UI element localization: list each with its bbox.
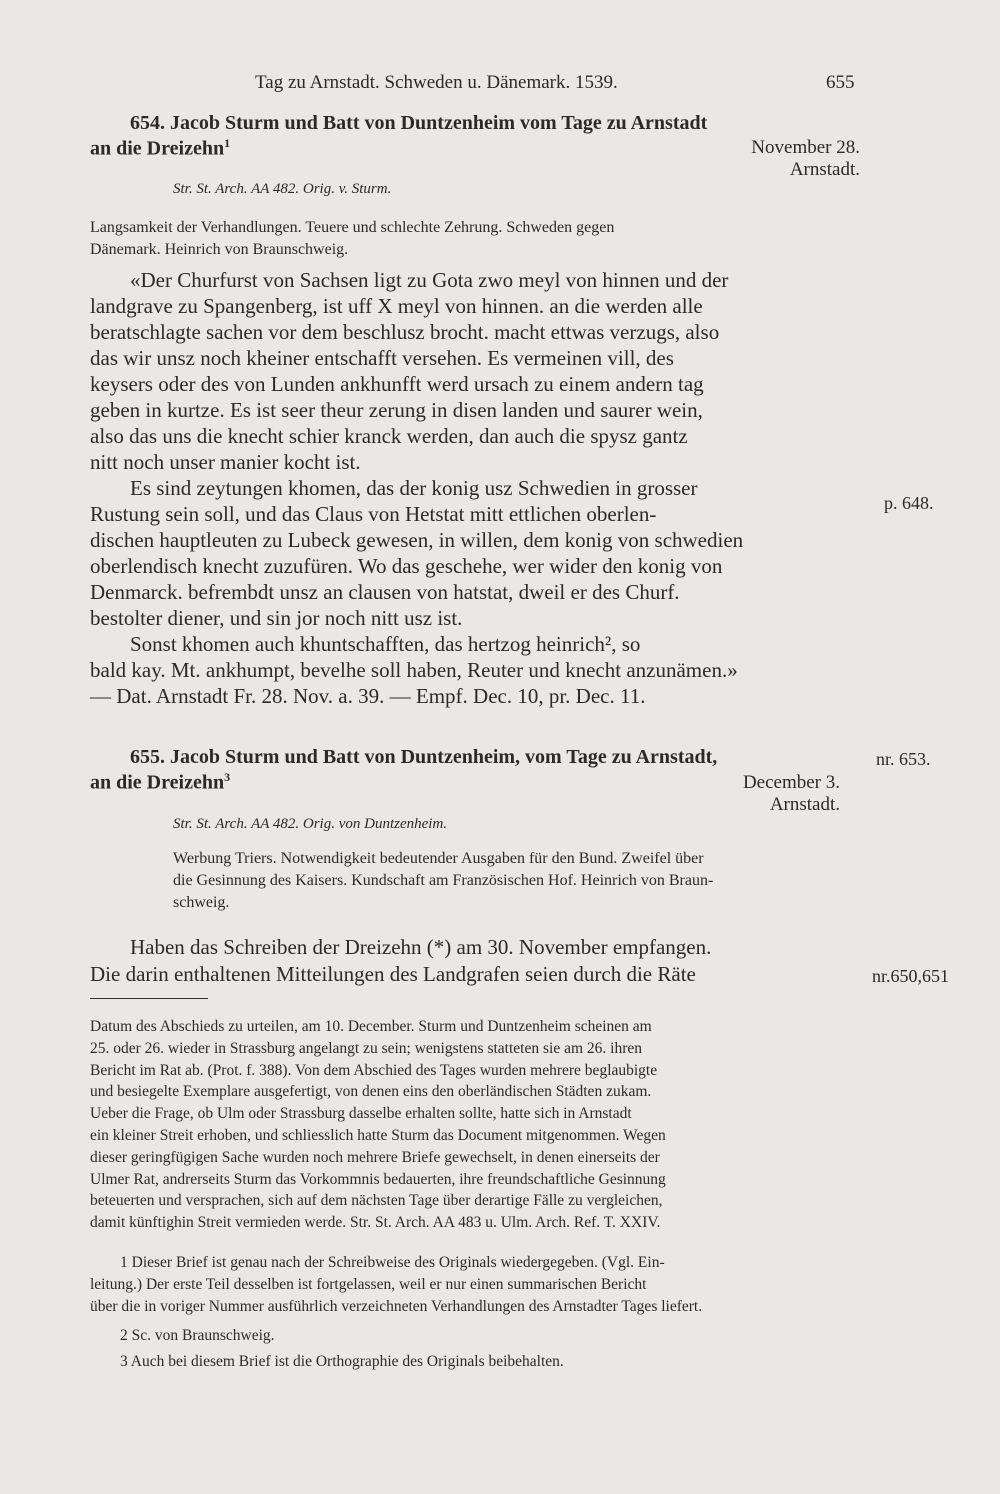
footnote-line: beteuerten und versprachen, sich auf dem nächsten Tage über derartige Fälle zu vergleichen,	[90, 1192, 663, 1210]
doc655-title-line2	[90, 770, 230, 795]
body-line: — Dat. Arnstadt Fr. 28. Nov. a. 39. — Empf. Dec. 10, pr. Dec. 11.	[90, 684, 646, 708]
doc655-title-line1: 655. Jacob Sturm und Batt von Duntzenheim, vom Tage zu Arnstadt,	[130, 746, 718, 768]
body-line: also das uns die knecht schier kranck werden, dan auch die spysz gantz	[90, 424, 688, 448]
doc654-place: Arnstadt.	[789, 159, 860, 180]
footnote-continued	[90, 1016, 666, 1234]
margin-note-p648: p. 648.	[884, 493, 934, 513]
body-line: Denmarck. befrembdt unsz an clausen von hatstat, dweil er des Churf.	[90, 580, 680, 604]
body-line: geben in kurtze. Es ist seer theur zerung in disen landen und saurer wein,	[90, 398, 703, 422]
body-line: Sonst khomen auch khuntschafften, das hertzog heinrich², so	[130, 632, 641, 656]
doc655-body-line2: Die darin enthaltenen Mitteilungen des Landgrafen seien durch die Räte	[90, 962, 696, 986]
body-line: keysers oder des von Lunden ankhunfft werd ursach zu einem andern tag	[90, 372, 704, 396]
footnote-line: dieser geringfügigen Sache wurden noch mehrere Briefe gewechselt, in denen einerseits der	[90, 1148, 660, 1166]
body-line: bestolter diener, und sin jor noch nitt usz ist.	[90, 606, 463, 630]
doc655-summary-line3: schweig.	[173, 894, 230, 911]
footnote-line: leitung.) Der erste Teil desselben ist fortgelassen, weil er nur einen summarischen Bericht	[90, 1276, 647, 1293]
margin-note-nr650-651: nr.650,651	[872, 966, 950, 986]
doc654-summary-line2: Dänemark. Heinrich von Braunschweig.	[90, 241, 349, 258]
body-line: dischen hauptleuten zu Lubeck gewesen, in willen, dem konig von schwedien	[90, 528, 744, 552]
running-title: Tag zu Arnstadt. Schweden u. Dänemark. 1539.	[255, 72, 618, 93]
doc654-summary-line1: Langsamkeit der Verhandlungen. Teuere und schlechte Zehrung. Schweden gegen	[90, 219, 615, 236]
footnote-1	[90, 1252, 702, 1318]
doc654-body	[90, 268, 860, 710]
doc654-source: Str. St. Arch. AA 482. Orig. v. Sturm.	[173, 181, 392, 197]
body-line: nitt noch unser manier kocht ist.	[90, 450, 361, 474]
body-line: oberlendisch knecht zuzufüren. Wo das geschehe, wer wider den konig von	[90, 554, 723, 578]
margin-note-nr653: nr. 653.	[876, 749, 931, 769]
body-line: «Der Churfurst von Sachsen ligt zu Gota zwo meyl von hinnen und der	[130, 268, 729, 292]
footnote-line: Bericht im Rat ab. (Prot. f. 388). Von dem Abschied des Tages wurden mehrere beglaubigte	[90, 1061, 658, 1079]
footnote-rule	[90, 998, 208, 999]
doc654-title-line1: 654. Jacob Sturm und Batt von Duntzenheim vom Tage zu Arnstadt	[130, 112, 708, 134]
footnote-line: und besiegelte Exemplare ausgefertigt, von denen eins den oberländischen Städten zukam.	[90, 1083, 652, 1101]
body-line: beratschlagte sachen vor dem beschlusz brocht. macht ettwas verzugs, also	[90, 320, 720, 344]
footnote-line: 1 Dieser Brief ist genau nach der Schreibweise des Originals wiedergegeben. (Vgl. Ein-	[120, 1254, 665, 1271]
doc654-title-text: an die Dreizehn	[90, 137, 225, 160]
footnote-line: Ulmer Rat, andrerseits Sturm das Vorkommnis bedauerten, ihre freundschaftliche Gesinnung	[90, 1170, 666, 1188]
doc654-note-ref: 1	[224, 136, 231, 150]
doc654-date: November 28.	[751, 137, 860, 158]
body-line: das wir unsz noch kheiner entschafft versehen. Es vermeinen vill, des	[90, 346, 674, 370]
body-line: landgrave zu Spangenberg, ist uff X meyl von hinnen. an die werden alle	[90, 294, 703, 318]
page-number: 655	[826, 72, 855, 93]
footnote-line: Ueber die Frage, ob Ulm oder Strassburg dasselbe erhalten sollte, hatte sich in Arnstadt	[90, 1105, 632, 1123]
body-line: Rustung sein soll, und das Claus von Hetstat mitt ettlichen oberlen-	[90, 502, 657, 526]
doc655-note-ref: 3	[224, 770, 231, 784]
footnote-line: über die in voriger Nummer ausführlich verzeichneten Verhandlungen des Arnstadter Tages liefert.	[90, 1298, 703, 1315]
footnote-line: Datum des Abschieds zu urteilen, am 10. December. Sturm und Duntzenheim scheinen am	[90, 1018, 652, 1035]
doc655-place: Arnstadt.	[769, 794, 840, 815]
footnote-line: 25. oder 26. wieder in Strassburg angelangt zu sein; wenigstens statteten sie am 26. ihren	[90, 1039, 642, 1057]
footnote-2: 2 Sc. von Braunschweig.	[120, 1327, 275, 1344]
footnote-line: damit künftighin Streit vermieden werde. Str. St. Arch. AA 483 u. Ulm. Arch. Ref. T. XXIV.	[90, 1214, 661, 1232]
doc655-summary-line2: die Gesinnung des Kaisers. Kundschaft am Französischen Hof. Heinrich von Braun-	[173, 872, 714, 889]
footnote-3: 3 Auch bei diesem Brief ist die Orthographie des Originals beibehalten.	[120, 1353, 564, 1370]
doc655-body-line1: Haben das Schreiben der Dreizehn (*) am 30. November empfangen.	[130, 935, 712, 959]
doc655-source: Str. St. Arch. AA 482. Orig. von Duntzenheim.	[173, 816, 448, 832]
doc655-date: December 3.	[742, 772, 840, 793]
body-line: Es sind zeytungen khomen, das der konig usz Schwedien in grosser	[130, 476, 698, 500]
footnote-line: ein kleiner Streit erhoben, und schliesslich hatte Sturm das Document mitgenommen. Wegen	[90, 1126, 666, 1144]
doc654-title-line2	[90, 136, 230, 161]
body-line: bald kay. Mt. ankhumpt, bevelhe soll haben, Reuter und knecht anzunämen.»	[90, 658, 738, 682]
doc655-summary-line1: Werbung Triers. Notwendigkeit bedeutender Ausgaben für den Bund. Zweifel über	[173, 850, 704, 867]
doc655-title-text: an die Dreizehn	[90, 771, 225, 794]
